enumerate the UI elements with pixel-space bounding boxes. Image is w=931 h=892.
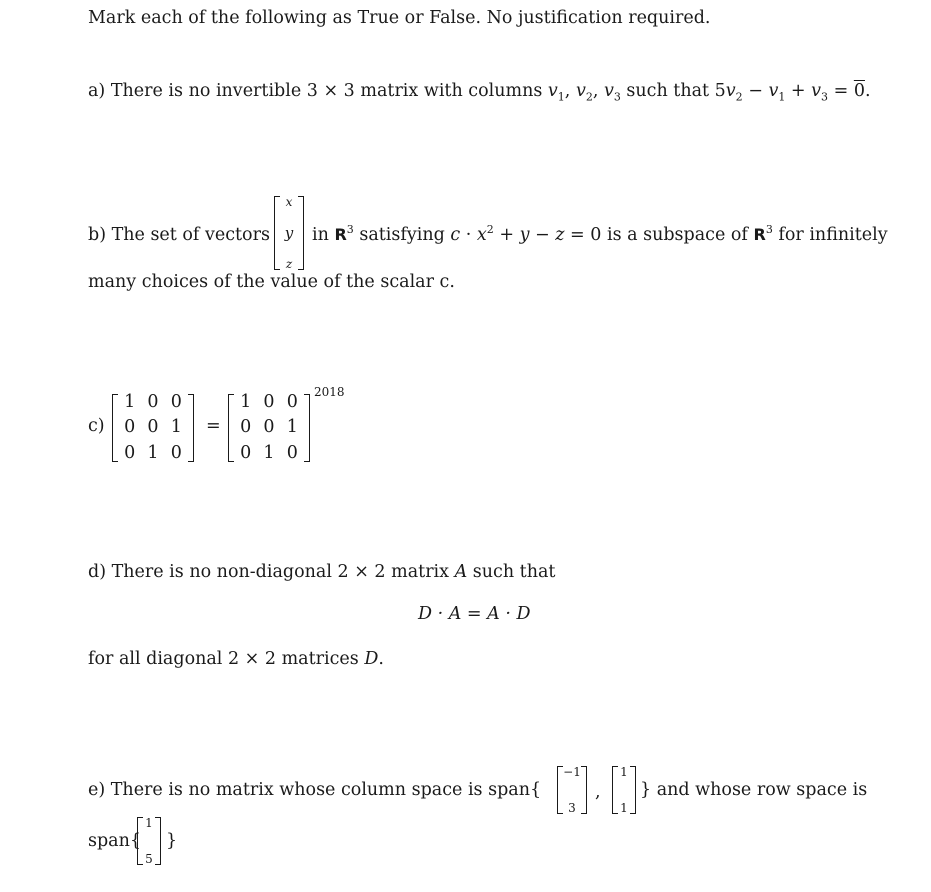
sub-3: 3 — [613, 90, 621, 104]
question-d-line1: d) There is no non-diagonal 2 × 2 matrix A such that — [88, 562, 556, 582]
matrix-cell: 0 — [124, 442, 136, 463]
question-c-label: c) — [88, 416, 105, 436]
matrix-cell: 0 — [147, 392, 159, 412]
instructions: Mark each of the following as True or False. No justification required. — [88, 8, 711, 28]
matrix-cell: 1 — [145, 816, 153, 830]
var-v: v — [575, 81, 586, 101]
matrix-cell: z — [285, 257, 293, 271]
matrix-left — [112, 394, 194, 462]
text: for infinitely — [778, 225, 888, 245]
text: in — [312, 225, 329, 245]
var-v: v — [811, 81, 822, 101]
matrix-power: 2018 — [314, 385, 345, 399]
question-e-text2: } and whose row space is — [640, 780, 868, 800]
equals-sign: = — [206, 416, 221, 436]
matrix-cell: 1 — [263, 442, 275, 463]
matrix-cell: 1 — [240, 392, 252, 412]
vector-v1 — [557, 766, 587, 814]
sub-1: 1 — [778, 90, 786, 104]
question-d-equation: D · A = A · D — [418, 604, 531, 624]
question-a-label: a) — [88, 81, 106, 101]
sub-3: 3 — [821, 90, 829, 104]
matrix-cell: 3 — [568, 801, 576, 815]
matrix-cell: 0 — [147, 417, 159, 438]
var-v: v — [603, 81, 614, 101]
matrix-cell: 1 — [286, 417, 298, 438]
matrix-cell: 1 — [620, 765, 628, 779]
span-close: } — [166, 831, 178, 851]
question-d-line3: for all diagonal 2 × 2 matrices D. — [88, 649, 384, 669]
var-v: v — [547, 81, 558, 101]
matrix-cell: 0 — [170, 442, 182, 463]
comma: , — [595, 782, 601, 802]
span-label: span{ — [88, 831, 142, 851]
sub-2: 2 — [735, 90, 743, 104]
matrix-cell: 0 — [286, 392, 298, 412]
matrix-cell: 0 — [124, 417, 136, 438]
question-b-text: in $R^3$ satisfying $c \cdot x^2 + y - z = 0$ is a subspace of $R^3$ for infinitely — [312, 223, 888, 245]
sub-1: 1 — [557, 90, 565, 104]
exponent: 3 — [765, 223, 773, 237]
var-v: v — [768, 81, 779, 101]
matrix-cell: 1 — [620, 801, 628, 815]
question-e-text1: e) There is no matrix whose column space is span{ — [88, 780, 542, 800]
exponent: 3 — [346, 223, 354, 237]
vector-v3 — [137, 817, 161, 865]
reals-symbol: R — [334, 225, 347, 244]
sub-2: 2 — [585, 90, 593, 104]
var-v: v — [725, 81, 736, 101]
question-b-line2: many choices of the value of the scalar c. — [88, 272, 455, 292]
question-a-text: There is no invertible 3 × 3 matrix with columns — [110, 81, 543, 101]
matrix-cell: 0 — [286, 442, 298, 463]
question-a: a) There is no invertible 3 × 3 matrix with columns $v_1$, $v_2$, $v_3$ such that $5v_2 - v_1 + v_3 = 0$. — [88, 81, 871, 104]
matrix-cell: 1 — [147, 442, 159, 463]
matrix-cell: 0 — [240, 442, 252, 463]
matrix-cell: x — [285, 195, 293, 209]
matrix-cell: y — [284, 223, 294, 242]
matrix-right — [228, 394, 310, 462]
matrix-cell: 1 — [124, 392, 136, 412]
matrix-cell: 0 — [240, 417, 252, 438]
matrix-cell: 1 — [170, 417, 182, 438]
matrix-cell: 0 — [263, 392, 275, 412]
matrix-cell: 0 — [263, 417, 275, 438]
reals-symbol: R — [753, 225, 766, 244]
question-b-label: b) The set of vectors — [88, 225, 270, 245]
matrix-cell: 0 — [170, 392, 182, 412]
matrix-cell: −1 — [563, 765, 581, 779]
vector-xyz — [274, 196, 304, 270]
zero-vector: 0 — [853, 81, 865, 101]
vector-v2 — [612, 766, 636, 814]
matrix-cell: 5 — [145, 852, 153, 866]
